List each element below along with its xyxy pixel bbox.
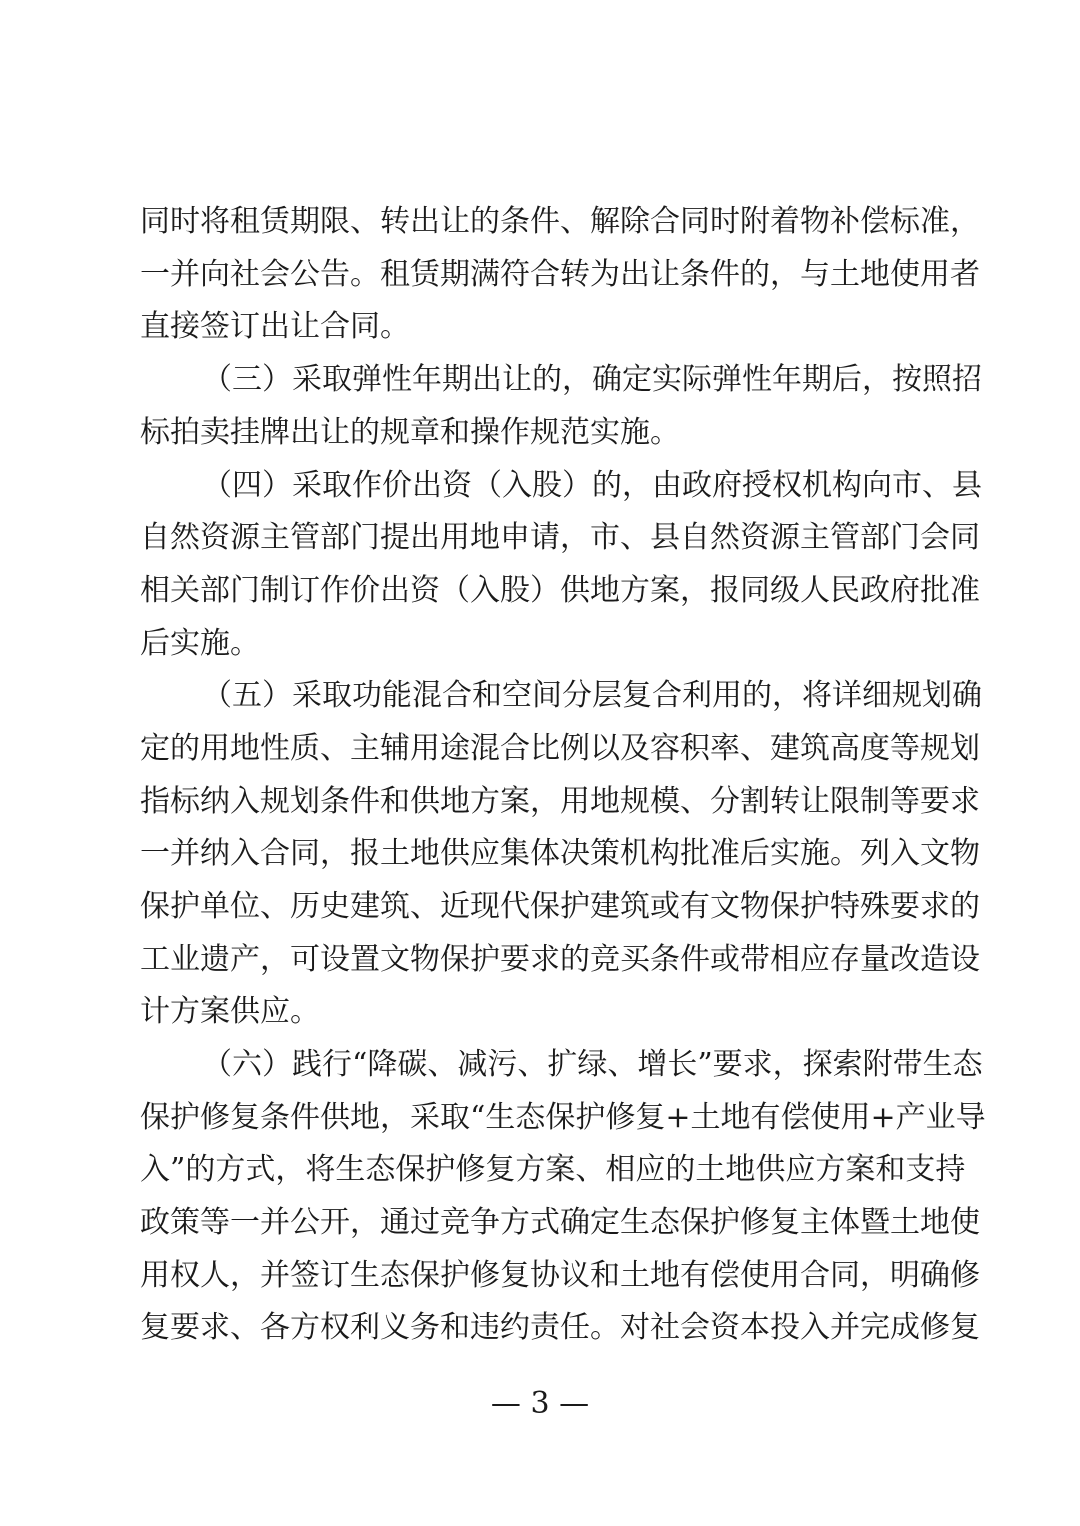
text-line: 同时将租赁期限、转出让的条件、解除合同时附着物补偿标准， [140,204,980,239]
text-line: （六）践行“降碳、减污、扩绿、增长”要求，探索附带生态 [202,1047,983,1082]
text-line: 计方案供应。 [140,994,320,1029]
text-line: 标拍卖挂牌出让的规章和操作规范实施。 [140,415,680,450]
text-line: 政策等一并公开，通过竞争方式确定生态保护修复主体暨土地使 [140,1205,980,1240]
text-line: （三）采取弹性年期出让的，确定实际弹性年期后，按照招 [202,362,982,397]
text-line: 定的用地性质、主辅用途混合比例以及容积率、建筑高度等规划 [140,731,980,766]
text-line: 一并向社会公告。租赁期满符合转为出让条件的，与土地使用者 [140,257,980,292]
text-line: 入”的方式，将生态保护修复方案、相应的土地供应方案和支持 [140,1152,966,1187]
text-line: 相关部门制订作价出资（入股）供地方案，报同级人民政府批准 [140,573,980,608]
text-line: （四）采取作价出资（入股）的，由政府授权机构向市、县 [202,468,982,503]
text-line: 直接签订出让合同。 [140,309,410,344]
text-line: 指标纳入规划条件和供地方案，用地规模、分割转让限制等要求 [140,784,980,819]
text-line: 保护修复条件供地，采取“生态保护修复+土地有偿使用+产业导 [140,1100,986,1135]
text-line: 用权人，并签订生态保护修复协议和土地有偿使用合同，明确修 [140,1258,980,1293]
text-line: 一并纳入合同，报土地供应集体决策机构批准后实施。列入文物 [140,836,980,871]
text-line: 自然资源主管部门提出用地申请，市、县自然资源主管部门会同 [140,520,980,555]
text-line: （五）采取功能混合和空间分层复合利用的，将详细规划确 [202,678,982,713]
text-line: 保护单位、历史建筑、近现代保护建筑或有文物保护特殊要求的 [140,889,980,924]
text-line: 工业遗产，可设置文物保护要求的竞买条件或带相应存量改造设 [140,942,980,977]
text-line: 复要求、各方权利义务和违约责任。对社会资本投入并完成修复 [140,1310,980,1345]
page-number: — 3 — [490,1386,590,1421]
text-line: 后实施。 [140,626,260,661]
